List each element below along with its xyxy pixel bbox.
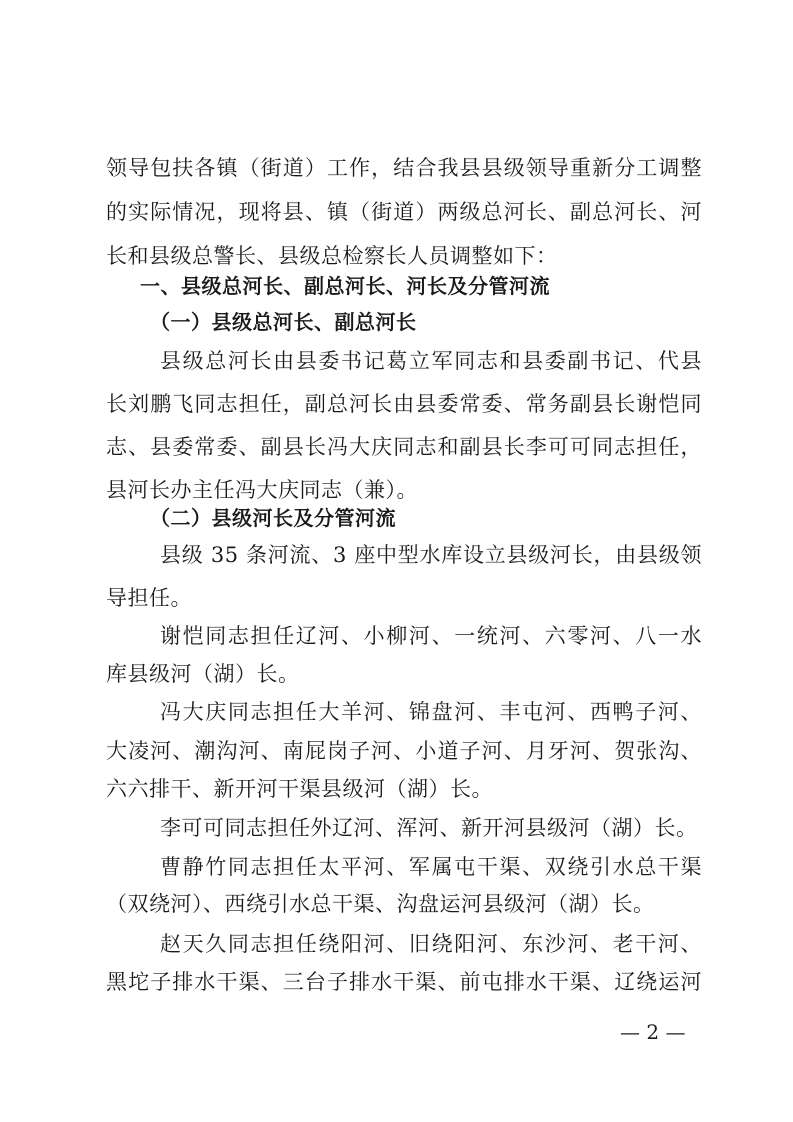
body-line: 的实际情况，现将县、镇（街道）两级总河长、副总河长、河 bbox=[106, 200, 702, 224]
body-line: 领导包扶各镇（街道）工作，结合我县县级领导重新分工调整 bbox=[106, 156, 702, 180]
body-line: 县河长办主任冯大庆同志（兼）。 bbox=[106, 478, 418, 502]
body-line: 赵天久同志担任绕阳河、旧绕阳河、东沙河、老干河、 bbox=[160, 932, 702, 956]
section-heading: 一、县级总河长、副总河长、河长及分管河流 bbox=[140, 274, 550, 298]
body-line: 长刘鹏飞同志担任，副总河长由县委常委、常务副县长谢恺同 bbox=[106, 392, 702, 416]
body-line: 志、县委常委、副县长冯大庆同志和副县长李可可同志担任， bbox=[106, 435, 702, 459]
body-line: 大凌河、潮沟河、南屁岗子河、小道子河、月牙河、贺张沟、 bbox=[106, 739, 702, 763]
body-line: 县级总河长由县委书记葛立军同志和县委副书记、代县 bbox=[160, 349, 702, 373]
body-line: 六六排干、新开河干渠县级河（湖）长。 bbox=[106, 777, 493, 801]
body-line: 库县级河（湖）长。 bbox=[106, 662, 300, 686]
body-line: 导担任。 bbox=[106, 586, 192, 610]
body-line: 李可可同志担任外辽河、浑河、新开河县级河（湖）长。 bbox=[160, 816, 698, 840]
body-line: 谢恺同志担任辽河、小柳河、一统河、六零河、八一水 bbox=[160, 624, 702, 648]
body-line: 黑坨子排水干渠、三台子排水干渠、前屯排水干渠、辽绕运河 bbox=[106, 970, 702, 994]
body-line: 长和县级总警长、县级总检察长人员调整如下： bbox=[106, 244, 558, 268]
page-number: — 2 — bbox=[620, 1020, 686, 1044]
subsection-heading: （二）县级河长及分管河流 bbox=[150, 506, 396, 530]
subsection-heading: （一）县级总河长、副总河长 bbox=[150, 310, 417, 334]
body-line: （双绕河）、西绕引水总干渠、沟盘运河县级河（湖）长。 bbox=[106, 892, 655, 916]
body-line: 县级 35 条河流、3 座中型水库设立县级河长，由县级领 bbox=[160, 543, 702, 567]
body-line: 曹静竹同志担任太平河、军属屯干渠、双绕引水总干渠 bbox=[160, 855, 702, 879]
body-line: 冯大庆同志担任大羊河、锦盘河、丰屯河、西鸭子河、 bbox=[160, 700, 702, 724]
